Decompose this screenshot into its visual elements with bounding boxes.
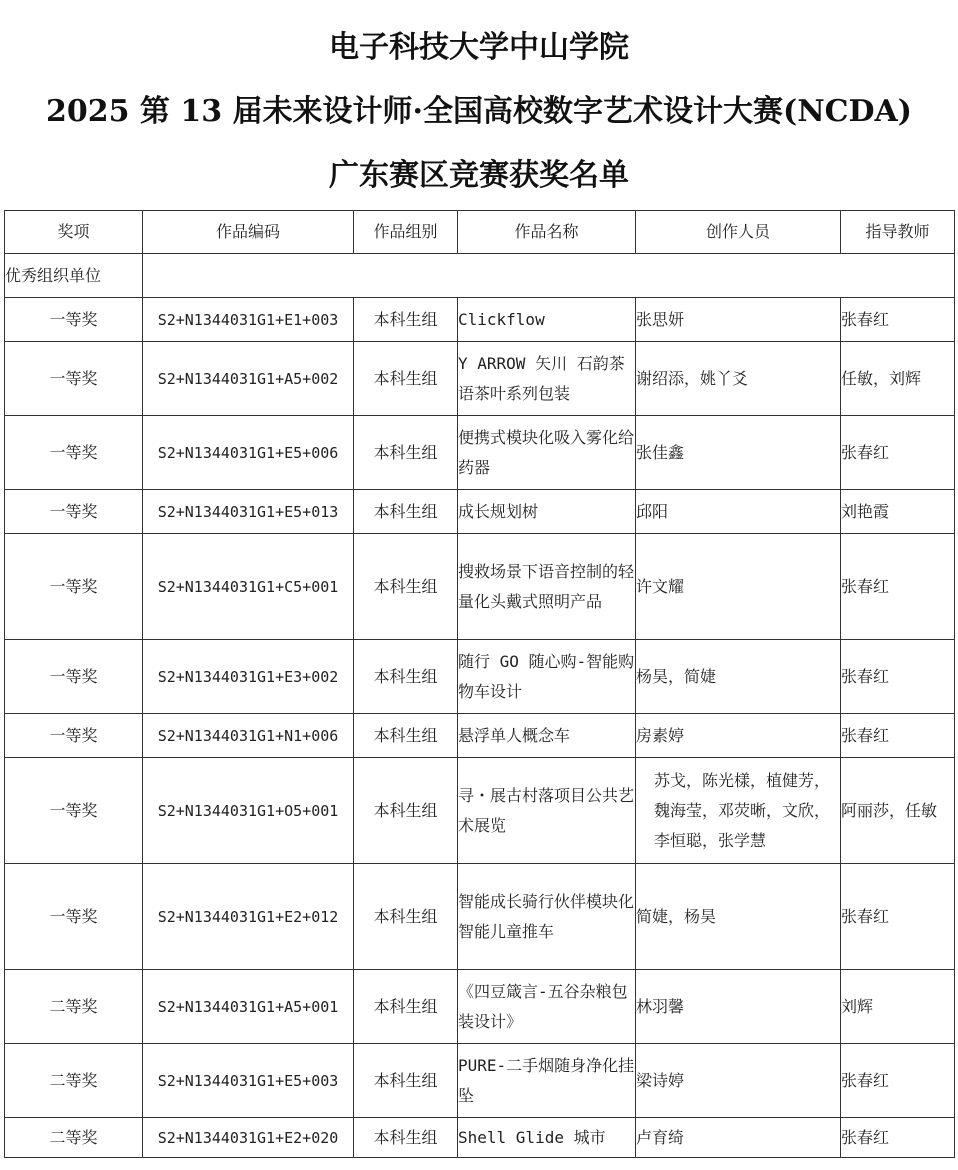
table-row (5, 640, 955, 714)
code-cell: S2+N1344031G1+E3+002 (143, 640, 354, 714)
table-header-row (5, 211, 955, 254)
advisor-cell: 阿丽莎，任敏 (841, 758, 955, 864)
award-cell: 一等奖 (5, 298, 143, 342)
code-cell: S2+N1344031G1+E2+020 (143, 1118, 354, 1158)
advisor-cell: 张春红 (841, 864, 955, 970)
creators-cell: 张思妍 (636, 298, 841, 342)
title-cell: 寻・展古村落项目公共艺术展览 (458, 758, 636, 864)
group-cell: 本科生组 (354, 970, 458, 1044)
table-row (5, 298, 955, 342)
org-row-value (143, 254, 955, 298)
column-header-award: 奖项 (5, 211, 143, 254)
award-cell: 一等奖 (5, 416, 143, 490)
creators-cell: 苏戈，陈光樣，植健芳，魏海莹，邓荧晰，文欣，李恒聪，张学慧 (636, 758, 841, 864)
title-cell: Shell Glide 城市 (458, 1118, 636, 1158)
table-row (5, 342, 955, 416)
title-cell: 搜救场景下语音控制的轻量化头戴式照明产品 (458, 534, 636, 640)
advisor-cell: 张春红 (841, 534, 955, 640)
award-cell: 一等奖 (5, 640, 143, 714)
title-cell: 《四豆箴言-五谷杂粮包装设计》 (458, 970, 636, 1044)
group-cell: 本科生组 (354, 1044, 458, 1118)
title-cell: Clickflow (458, 298, 636, 342)
group-cell: 本科生组 (354, 490, 458, 534)
column-header-advisor: 指导教师 (841, 211, 955, 254)
creators-cell: 简婕，杨昊 (636, 864, 841, 970)
title-cell: 悬浮单人概念车 (458, 714, 636, 758)
list-title: 广东赛区竞赛获奖名单 (329, 158, 629, 193)
advisor-cell: 刘辉 (841, 970, 955, 1044)
group-cell: 本科生组 (354, 298, 458, 342)
creators-cell: 卢育绮 (636, 1118, 841, 1158)
creators-cell: 邱阳 (636, 490, 841, 534)
advisor-cell: 张春红 (841, 416, 955, 490)
group-cell: 本科生组 (354, 714, 458, 758)
advisor-cell: 张春红 (841, 640, 955, 714)
creators-cell: 房素婷 (636, 714, 841, 758)
award-cell: 二等奖 (5, 1118, 143, 1158)
code-cell: S2+N1344031G1+C5+001 (143, 534, 354, 640)
advisor-cell: 张春红 (841, 1118, 955, 1158)
school-name: 电子科技大学中山学院 (329, 30, 629, 65)
creators-cell: 林羽馨 (636, 970, 841, 1044)
creators-cell: 许文耀 (636, 534, 841, 640)
group-cell: 本科生组 (354, 534, 458, 640)
award-cell: 二等奖 (5, 970, 143, 1044)
table-row (5, 758, 955, 864)
column-header-code: 作品编码 (143, 211, 354, 254)
table-row (5, 490, 955, 534)
group-cell: 本科生组 (354, 342, 458, 416)
group-cell: 本科生组 (354, 416, 458, 490)
column-header-group: 作品组别 (354, 211, 458, 254)
awards-table (4, 210, 955, 1158)
title-cell: 智能成长骑行伙伴模块化智能儿童推车 (458, 864, 636, 970)
code-cell: S2+N1344031G1+E5+013 (143, 490, 354, 534)
table-row (5, 1118, 955, 1158)
award-cell: 一等奖 (5, 864, 143, 970)
table-row (5, 534, 955, 640)
column-header-title: 作品名称 (458, 211, 636, 254)
creators-cell: 梁诗婷 (636, 1044, 841, 1118)
group-cell: 本科生组 (354, 1118, 458, 1158)
title-cell: PURE-二手烟随身净化挂坠 (458, 1044, 636, 1118)
title-cell: 成长规划树 (458, 490, 636, 534)
code-cell: S2+N1344031G1+E5+006 (143, 416, 354, 490)
table-row (5, 864, 955, 970)
table-row (5, 416, 955, 490)
advisor-cell: 任敏，刘辉 (841, 342, 955, 416)
award-cell: 一等奖 (5, 342, 143, 416)
table-row (5, 714, 955, 758)
code-cell: S2+N1344031G1+E5+003 (143, 1044, 354, 1118)
group-cell: 本科生组 (354, 640, 458, 714)
award-cell: 一等奖 (5, 714, 143, 758)
award-cell: 一等奖 (5, 534, 143, 640)
advisor-cell: 张春红 (841, 714, 955, 758)
code-cell: S2+N1344031G1+O5+001 (143, 758, 354, 864)
code-cell: S2+N1344031G1+E1+003 (143, 298, 354, 342)
award-cell: 一等奖 (5, 490, 143, 534)
title-cell: 便携式模块化吸入雾化给药器 (458, 416, 636, 490)
group-cell: 本科生组 (354, 758, 458, 864)
group-cell: 本科生组 (354, 864, 458, 970)
table-row (5, 1044, 955, 1118)
table-row (5, 970, 955, 1044)
advisor-cell: 张春红 (841, 298, 955, 342)
creators-cell: 谢绍添，姚丫爻 (636, 342, 841, 416)
code-cell: S2+N1344031G1+N1+006 (143, 714, 354, 758)
award-cell: 二等奖 (5, 1044, 143, 1118)
award-cell: 一等奖 (5, 758, 143, 864)
title-cell: Y ARROW 矢川 石韵茶语茶叶系列包装 (458, 342, 636, 416)
code-cell: S2+N1344031G1+E2+012 (143, 864, 354, 970)
code-cell: S2+N1344031G1+A5+002 (143, 342, 354, 416)
advisor-cell: 刘艳霞 (841, 490, 955, 534)
org-row-label: 优秀组织单位 (5, 254, 143, 298)
code-cell: S2+N1344031G1+A5+001 (143, 970, 354, 1044)
column-header-creators: 创作人员 (636, 211, 841, 254)
advisor-cell: 张春红 (841, 1044, 955, 1118)
creators-cell: 张佳鑫 (636, 416, 841, 490)
creators-cell: 杨昊，简婕 (636, 640, 841, 714)
org-row (5, 254, 955, 298)
title-cell: 随行 GO 随心购-智能购物车设计 (458, 640, 636, 714)
competition-name: 2025 第 13 届未来设计师·全国高校数字艺术设计大赛(NCDA) (45, 94, 912, 129)
